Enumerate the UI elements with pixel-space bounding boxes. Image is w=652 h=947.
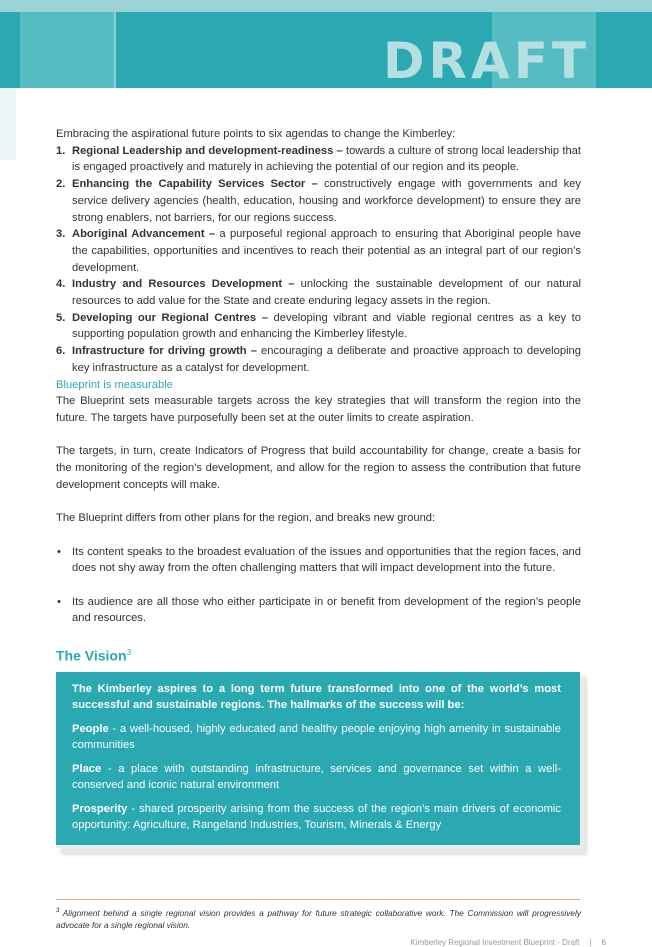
vision-term: People [72,723,109,736]
footnote-number: 3 [56,908,60,914]
blueprint-heading: Blueprint is measurable [56,378,173,391]
page-number: 6 [601,938,606,947]
bullet-icon: • [57,545,61,558]
vision-text: - shared prosperity arising from the success of the region’s main drivers of economic opportunity: Agriculture, Rangeland Industries, Tourism, Minerals & Energy [72,803,561,832]
agenda-number: 6. [56,345,66,358]
agenda-title: Developing our Regional Centres – [72,311,268,324]
page-footer [411,938,607,947]
blueprint-paragraph: The Blueprint sets measurable targets across the key strategies that will transform the region into the future. The targets have purposefully been set at the outer limits to create aspiration. [56,395,581,424]
vision-callout [56,672,580,848]
agenda-number: 1. [56,144,66,157]
agenda-item [56,310,581,343]
blueprint-paragraph: The Blueprint differs from other plans for the region, and breaks new ground: [56,512,436,525]
vision-item [72,721,561,753]
intro-text: Embracing the aspirational future points to six agendas to change the Kimberley: [56,128,456,140]
vision-term: Place [72,763,102,776]
vision-item [72,801,561,833]
agenda-text: constructively engage with governments and key service delivery agencies (health, education, housing and workforce development) to ensure they are strong enablers, not barriers, for our regions success. [72,178,581,224]
agenda-item [56,176,581,226]
bullet-item [56,544,581,577]
agenda-item [56,226,581,276]
bullet-text: Its content speaks to the broadest evaluation of the issues and opportunities that the region faces, and does not shy away from the often challenging matters that will impact development into the future. [72,545,581,575]
draft-watermark: DRAFT [383,32,590,90]
vision-text: - a well-housed, highly educated and healthy people enjoying high amenity in sustainable communities [72,723,561,752]
agenda-number: 4. [56,278,66,291]
blueprint-paragraph: The targets, in turn, create Indicators of Progress that build accountability for change, create a basis for the monitoring of the region’s development, and allow for the region to assess the contribution that future development concepts will make. [56,445,581,491]
agenda-item [56,276,581,309]
vision-item [72,761,561,793]
agenda-title: Aboriginal Advancement – [72,228,216,241]
vision-text: - a place with outstanding infrastructure, services and governance set within a well-conserved and iconic natural environment [72,763,561,792]
footer-doc-title: Kimberley Regional Investment Blueprint - Draft [410,938,580,947]
header-top-strip [0,0,652,12]
footnote-marker: 3 [126,647,131,657]
agenda-number: 3. [56,228,66,241]
agenda-text: unlocking the sustainable development of our natural resources to add value for the State and create enduring legacy assets in the region. [72,278,581,308]
vision-heading [56,644,581,665]
agenda-title: Industry and Resources Development – [72,278,295,291]
main-content [56,126,581,848]
agenda-number: 5. [56,311,66,324]
agenda-text: encouraging a deliberate and proactive approach to developing key infrastructure as a catalyst for development. [72,345,581,374]
vision-title: The Vision [56,647,127,664]
bullet-icon: • [57,595,61,608]
bullet-text: Its audience are all those who either participate in or benefit from development of the region’s people and resources. [72,595,581,625]
blueprint-bullets [56,544,581,628]
bullet-item [56,594,581,627]
header-decor-block [20,12,114,88]
footnote-divider [56,899,580,900]
agenda-text: towards a culture of strong local leadership that is engaged proactively and maturely in achieving the potential of our region and its people. [72,144,581,174]
agenda-number: 2. [56,178,66,191]
footnote [56,905,581,932]
vision-term: Prosperity [72,803,128,816]
agenda-item [56,343,581,376]
agenda-text: developing vibrant and viable regional centres as a key to supporting population growth and enhancing the Kimberley lifestyle. [72,311,581,341]
agenda-title: Infrastructure for driving growth – [72,345,257,358]
agenda-title: Enhancing the Capability Services Sector – [72,178,318,191]
vision-lead: The Kimberley aspires to a long term future transformed into one of the world’s most successful and sustainable regions. The hallmarks of the success will be: [72,683,561,712]
side-strip [0,88,16,160]
header-decor-line [114,12,116,88]
footer-separator: | [589,938,592,947]
agenda-text: a purposeful regional approach to ensuring that Aboriginal people have the capabilities, opportunities and incentives to reach their potential as an integral part of our region’s development. [72,228,582,274]
agenda-list [56,143,581,377]
footnote-text: Alignment behind a single regional vision provides a pathway for future strategic collaborative work. The Commission will progressively advocate for a single regional vision. [56,907,581,931]
agenda-title: Regional Leadership and development-readiness – [72,144,343,157]
agenda-item [56,143,581,176]
